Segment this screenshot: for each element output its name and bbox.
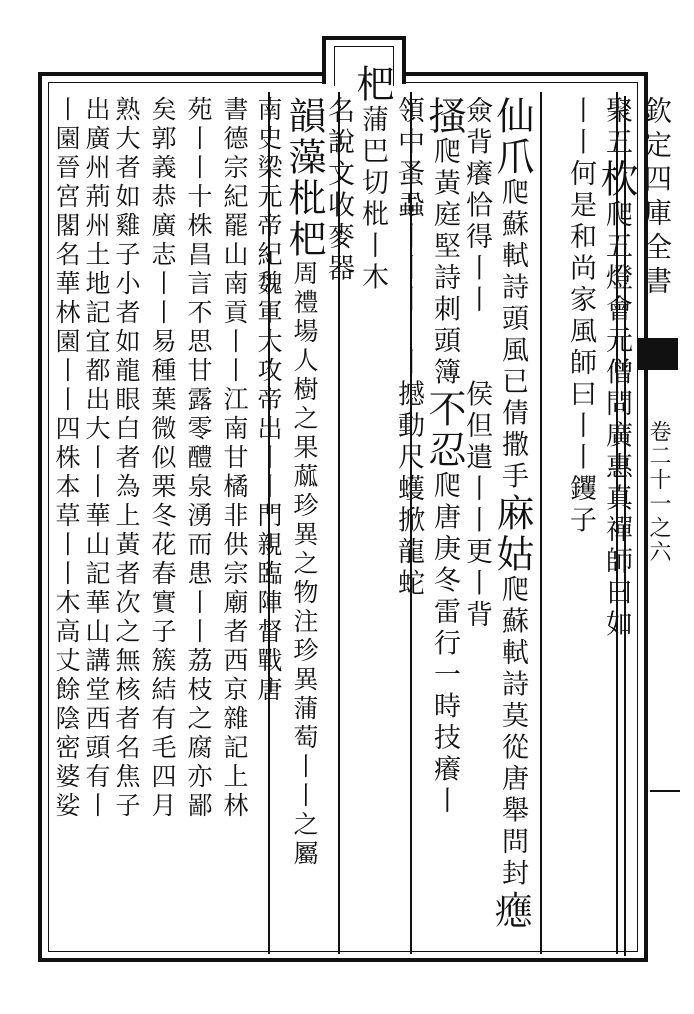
entry-text: 蘇軾詩頭風已倩撒手: [497, 209, 528, 493]
entry-text: 矣郭義恭廣志丨丨易種葉微似栗冬花春實子簇結有毛四月: [148, 96, 177, 821]
entry-heading: 杷: [350, 64, 394, 105]
entry-text: 爬: [497, 575, 528, 607]
entry-text: 熟大者如雞子小者如龍眼白者為上黃者次之無核者名焦子: [112, 96, 141, 821]
entry-heading: 枇杷: [282, 178, 326, 260]
entry-text: 爬: [429, 137, 460, 169]
margin-tick: [650, 790, 680, 792]
entry-text: 蘇軾詩莫從唐舉問封: [497, 606, 528, 890]
entry-text: 領中蚤蝨丨丨丨: [393, 96, 424, 317]
entry-text: 爬: [497, 178, 528, 210]
fishtail-mark: [638, 338, 678, 370]
entry-heading: 不忍: [422, 389, 466, 471]
text-column-9: [284, 96, 324, 869]
entry-text: 黃庭堅詩刺頭簿: [429, 168, 460, 389]
entry-text: 僉背癢恰得丨丨: [461, 96, 492, 317]
volume-label: 卷二十一之六: [646, 420, 671, 564]
text-column-2: [560, 96, 600, 537]
text-column-6: [388, 96, 428, 600]
entry-text: [461, 317, 492, 380]
text-column-3: [492, 96, 532, 931]
entry-text: 南史梁元帝紀魏軍大攻帝出丨丨門親臨陣督戰唐: [254, 96, 283, 705]
book-title: 欽定四庫全書: [640, 96, 673, 300]
entry-text: 丨園晉宮閣名華林園丨丨四株本草丨丨木高丈餘陰密婆娑: [52, 96, 81, 821]
entry-heading: 搔: [422, 96, 466, 137]
entry-heading: 仙爪: [490, 96, 534, 178]
text-column-11: [214, 96, 254, 821]
text-column-7: [352, 64, 392, 294]
text-column-5: [424, 96, 464, 818]
entry-text: 出廣州荊州土地記宜都出大丨丨華山記華山講堂西頭有丨: [82, 96, 111, 821]
text-column-1: [596, 96, 636, 641]
entry-text: [393, 317, 424, 349]
entry-heading: 麻姑: [490, 493, 534, 575]
entry-heading: 韻藻: [282, 96, 326, 178]
entry-text: 唐庚冬雷行一時技癢丨: [429, 502, 460, 818]
entry-heading: 杴: [594, 159, 638, 200]
entry-text: 書德宗紀罷山南貢丨丨江南甘橘非供宗廟者西京雜記上林: [220, 96, 249, 821]
entry-heading: 𤻮: [490, 890, 534, 931]
column-divider: [540, 92, 542, 954]
text-column-10: [248, 96, 288, 705]
text-column-16: [46, 96, 86, 821]
entry-text: 爬: [429, 471, 460, 503]
entry-text: 苑丨丨十株昌言不思甘露零醴泉湧而患丨丨荔枝之腐亦鄙: [184, 96, 213, 821]
entry-text: 侯但遣丨丨更丨背: [461, 379, 492, 632]
entry-text: 丨撼動尺蠖掀龍蛇: [393, 348, 424, 600]
entry-text: 爬: [601, 200, 632, 232]
entry-text: 名說文收麥器: [323, 96, 354, 285]
entry-text: 周禮場人樹之果蓏珍異之物注珍異蒲萄丨丨之屬: [290, 260, 319, 869]
entry-text: 丨丨何是和尚家風師曰丨丨钁子: [565, 96, 596, 537]
text-column-13: [142, 96, 182, 821]
entry-text: 五燈會元僧問廣惠真禪師曰如: [601, 231, 632, 641]
entry-text: 蒲巴切枇丨木: [357, 105, 388, 294]
entry-text: 聚五: [601, 96, 632, 159]
text-column-12: [178, 96, 218, 821]
